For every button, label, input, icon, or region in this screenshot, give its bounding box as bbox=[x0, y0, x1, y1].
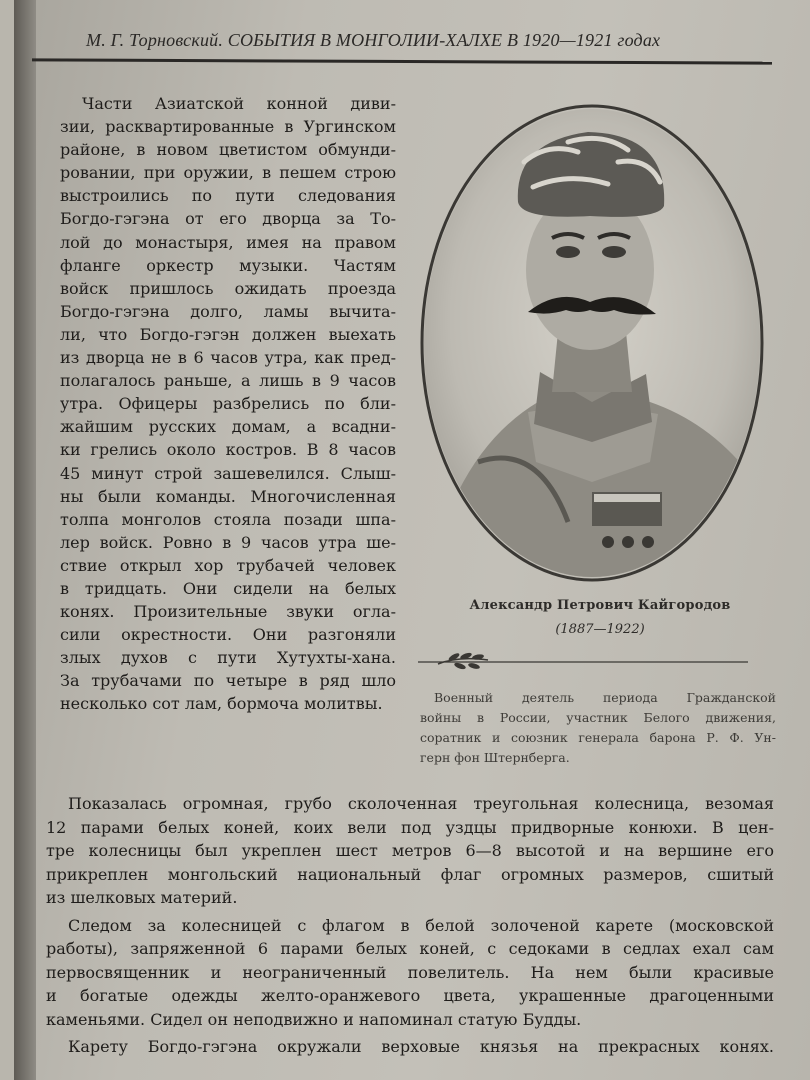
text-line: тре колесницы был укреплен шест метров 6—8 высотой и на вершине его bbox=[46, 841, 774, 860]
book-spine-shadow bbox=[14, 0, 36, 1080]
paragraph bbox=[46, 1035, 774, 1059]
portrait-caption-years: (1887—1922) bbox=[555, 622, 645, 637]
text-line: и богатые одежды желто-оранжевого цвета, украшенные драгоценными bbox=[46, 986, 774, 1005]
leaf-sprig-icon bbox=[438, 652, 488, 671]
text-line: работы), запряженной 6 парами белых коней, с седоками в седлах ехал сам bbox=[46, 939, 774, 958]
text-line: несколько сот лам, бормоча молитвы. bbox=[60, 694, 383, 714]
text-line: лой до монастыря, имея на правом bbox=[60, 232, 396, 252]
column-text bbox=[60, 92, 396, 716]
text-line: полагалось раньше, а лишь в 9 часов bbox=[60, 371, 396, 391]
text-line: Богдо-гэгэна долго, ламы вычита- bbox=[60, 301, 396, 321]
text-line: сили окрестности. Они разгоняли bbox=[60, 625, 396, 645]
text-line: зии, расквартированные в Ургинском bbox=[60, 117, 396, 137]
text-line: Части Азиатской конной диви- bbox=[82, 94, 396, 113]
text-line: ли, что Богдо-гэгэн должен выехать bbox=[60, 324, 396, 344]
text-line: лер войск. Ровно в 9 часов утра ше- bbox=[60, 532, 396, 552]
text-line: ны были команды. Многочисленная bbox=[60, 486, 396, 506]
text-line: злых духов с пути Хутухты-хана. bbox=[60, 648, 396, 668]
portrait-caption-description bbox=[420, 688, 776, 768]
caption-line: герн фон Штернберга. bbox=[420, 750, 570, 765]
text-line: ровании, при оружии, в пешем строю bbox=[60, 163, 396, 183]
text-line: жайшим русских домам, а всадни- bbox=[60, 417, 396, 437]
text-line: Богдо-гэгэна от его дворца за То- bbox=[60, 209, 396, 229]
paragraph bbox=[46, 914, 774, 1032]
text-line: каменьями. Сидел он неподвижно и напоминал статую Будды. bbox=[46, 1009, 582, 1029]
running-header: М. Г. Торновский. СОБЫТИЯ В МОНГОЛИИ-ХАЛХЕ В 1920—1921 годах bbox=[86, 30, 661, 50]
caption-line: Военный деятель периода Гражданской bbox=[434, 690, 776, 705]
text-line: первосвященник и неограниченный повелитель. На нем были красивые bbox=[46, 962, 774, 982]
text-line: войск пришлось ожидать проезда bbox=[60, 278, 396, 298]
text-line: ствие открыл хор трубачей человек bbox=[60, 555, 396, 575]
text-line: толпа монголов стояла позади шпа- bbox=[60, 509, 396, 529]
text-line: из шелковых материй. bbox=[46, 888, 238, 907]
text-line: Карету Богдо-гэгэна окружали верховые князья на прекрасных конях. bbox=[68, 1037, 774, 1056]
caption-line: войны в России, участник Белого движения, bbox=[420, 710, 776, 725]
text-line: в тридцать. Они сидели на белых bbox=[60, 578, 396, 598]
portrait-oval bbox=[418, 102, 766, 584]
text-line: Следом за колесницей с флагом в белой золоченой карете (московской bbox=[68, 915, 774, 935]
body-text bbox=[46, 792, 774, 1063]
text-line: конях. Произительные звуки огла- bbox=[60, 602, 396, 622]
text-line: Показалась огромная, грубо сколоченная треугольная колесница, везомая bbox=[68, 794, 774, 813]
text-line: 45 минут строй зашевелился. Слыш- bbox=[60, 463, 396, 483]
caption-line: соратник и союзник генерала барона Р. Ф. Ун- bbox=[420, 730, 776, 745]
text-line: За трубачами по четыре в ряд шло bbox=[60, 671, 396, 691]
text-line: фланге оркестр музыки. Частям bbox=[60, 255, 396, 275]
text-line: ки грелись около костров. В 8 часов bbox=[60, 440, 396, 460]
ornament-divider bbox=[418, 650, 748, 674]
paragraph bbox=[46, 792, 774, 910]
text-line: 12 парами белых коней, коих вели под уздцы придворные конюхи. В цен- bbox=[46, 817, 774, 837]
portrait-caption-name: Александр Петрович Кайгородов bbox=[469, 598, 731, 613]
text-line: выстроились по пути следования bbox=[60, 186, 396, 206]
text-line: утра. Офицеры разбрелись по бли- bbox=[60, 394, 396, 414]
text-line: районе, в новом цветистом обмунди- bbox=[60, 140, 396, 160]
text-line: из дворца не в 6 часов утра, как пред- bbox=[60, 348, 396, 368]
text-line: прикреплен монгольский национальный флаг огромных размеров, сшитый bbox=[46, 864, 774, 884]
